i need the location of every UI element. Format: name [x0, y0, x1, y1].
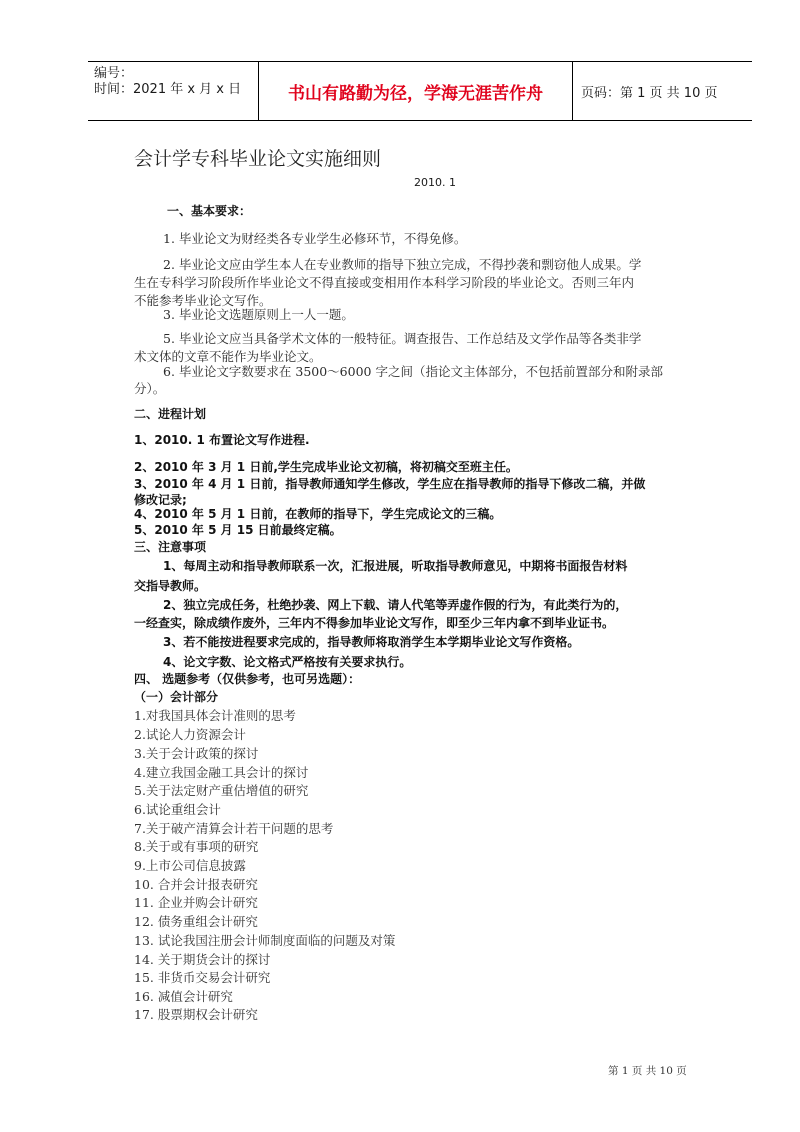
schedule-line: 5、2010 年 5 月 15 日前最终定稿。 [134, 523, 342, 537]
notice-line: 1、每周主动和指导教师联系一次，汇报进展，听取指导教师意见，中期将书面报告材料 [163, 559, 628, 573]
schedule-line: 2、2010 年 3 月 1 日前,学生完成毕业论文初稿，将初稿交至班主任。 [134, 460, 518, 474]
topic-item: 6.试论重组会计 [134, 802, 221, 817]
notice-line: 2、独立完成任务，杜绝抄袭、网上下载、请人代笔等弄虚作假的行为，有此类行为的， [163, 598, 628, 612]
paragraph-line: 5. 毕业论文应当具备学术文体的一般特征。调查报告、工作总结及文学作品等各类非学 [163, 331, 642, 346]
section-1-title: 一、基本要求： [167, 204, 252, 218]
paragraph-line: 6. 毕业论文字数要求在 3500～6000 字之间（指论文主体部分，不包括前置部分和附录部 [163, 364, 663, 379]
topic-item: 11. 企业并购会计研究 [134, 895, 258, 910]
topic-item: 8.关于或有事项的研究 [134, 839, 259, 854]
notice-line: 一经查实，除成绩作废外，三年内不得参加毕业论文写作，即至少三年内拿不到毕业证书。 [134, 616, 615, 630]
topic-item: 14. 关于期货会计的探讨 [134, 952, 271, 967]
topic-item: 2.试论人力资源会计 [134, 727, 246, 742]
topic-item: 16. 减值会计研究 [134, 989, 233, 1004]
topic-item: 3.关于会计政策的探讨 [134, 746, 259, 761]
header-meta [88, 62, 258, 120]
topic-item: 15. 非货币交易会计研究 [134, 970, 271, 985]
notice-line: 交指导教师。 [134, 579, 207, 593]
topic-item: 9.上市公司信息披露 [134, 858, 246, 873]
page-header [88, 61, 752, 121]
paragraph-line: 生在专科学习阶段所作毕业论文不得直接或变相用作本科学习阶段的毕业论文。否则三年内 [134, 275, 635, 290]
paragraph-line: 分）。 [134, 381, 166, 396]
document-title: 会计学专科毕业论文实施细则 [134, 148, 382, 170]
topic-item: 7.关于破产清算会计若干问题的思考 [134, 821, 334, 836]
schedule-line: 修改记录; [134, 493, 187, 507]
paragraph-line: 术文体的文章不能作为毕业论文。 [134, 349, 322, 364]
paragraph-line: 1. 毕业论文为财经类各专业学生必修环节，不得免修。 [163, 231, 467, 246]
topic-item: 12. 债务重组会计研究 [134, 914, 258, 929]
time-label: 时间：2021 年 x 月 x 日 [94, 82, 242, 97]
section-3-title: 三、注意事项 [134, 540, 207, 554]
notice-line: 4、论文字数、论文格式严格按有关要求执行。 [163, 655, 412, 669]
paragraph-line: 不能参考毕业论文写作。 [134, 293, 272, 308]
topic-item: 5.关于法定财产重估增值的研究 [134, 783, 309, 798]
number-label: 编号： [94, 66, 134, 81]
paragraph-line: 2. 毕业论文应由学生本人在专业教师的指导下独立完成，不得抄袭和剽窃他人成果。学 [163, 257, 642, 272]
topic-item: 1.对我国具体会计准则的思考 [134, 708, 296, 723]
topic-item: 17. 股票期权会计研究 [134, 1007, 258, 1022]
page-footer: 第 1 页 共 10 页 [608, 1065, 687, 1077]
notice-line: 3、若不能按进程要求完成的，指导教师将取消学生本学期毕业论文写作资格。 [163, 635, 580, 649]
schedule-line: 4、2010 年 5 月 1 日前，在教师的指导下，学生完成论文的三稿。 [134, 507, 502, 521]
section-2-title: 二、进程计划 [134, 407, 207, 421]
section-4-title: 四、 选题参考（仅供参考，也可另选题）： [134, 672, 361, 686]
document-date: 2010. 1 [414, 176, 456, 189]
paragraph-line: 3. 毕业论文选题原则上一人一题。 [163, 307, 354, 322]
header-motto: 书山有路勤为径，学海无涯苦作舟 [258, 62, 573, 120]
topic-item: 4.建立我国金融工具会计的探讨 [134, 765, 309, 780]
topic-item: 13. 试论我国注册会计师制度面临的问题及对策 [134, 933, 396, 948]
subsection-title: （一）会计部分 [134, 690, 219, 704]
schedule-line: 1、2010. 1 布置论文写作进程. [134, 433, 310, 447]
schedule-line: 3、2010 年 4 月 1 日前，指导教师通知学生修改，学生应在指导教师的指导下修改二稿，并做 [134, 477, 646, 491]
page-info: 页码：第 1 页 共 10 页 [581, 85, 718, 101]
topic-item: 10. 合并会计报表研究 [134, 877, 258, 892]
